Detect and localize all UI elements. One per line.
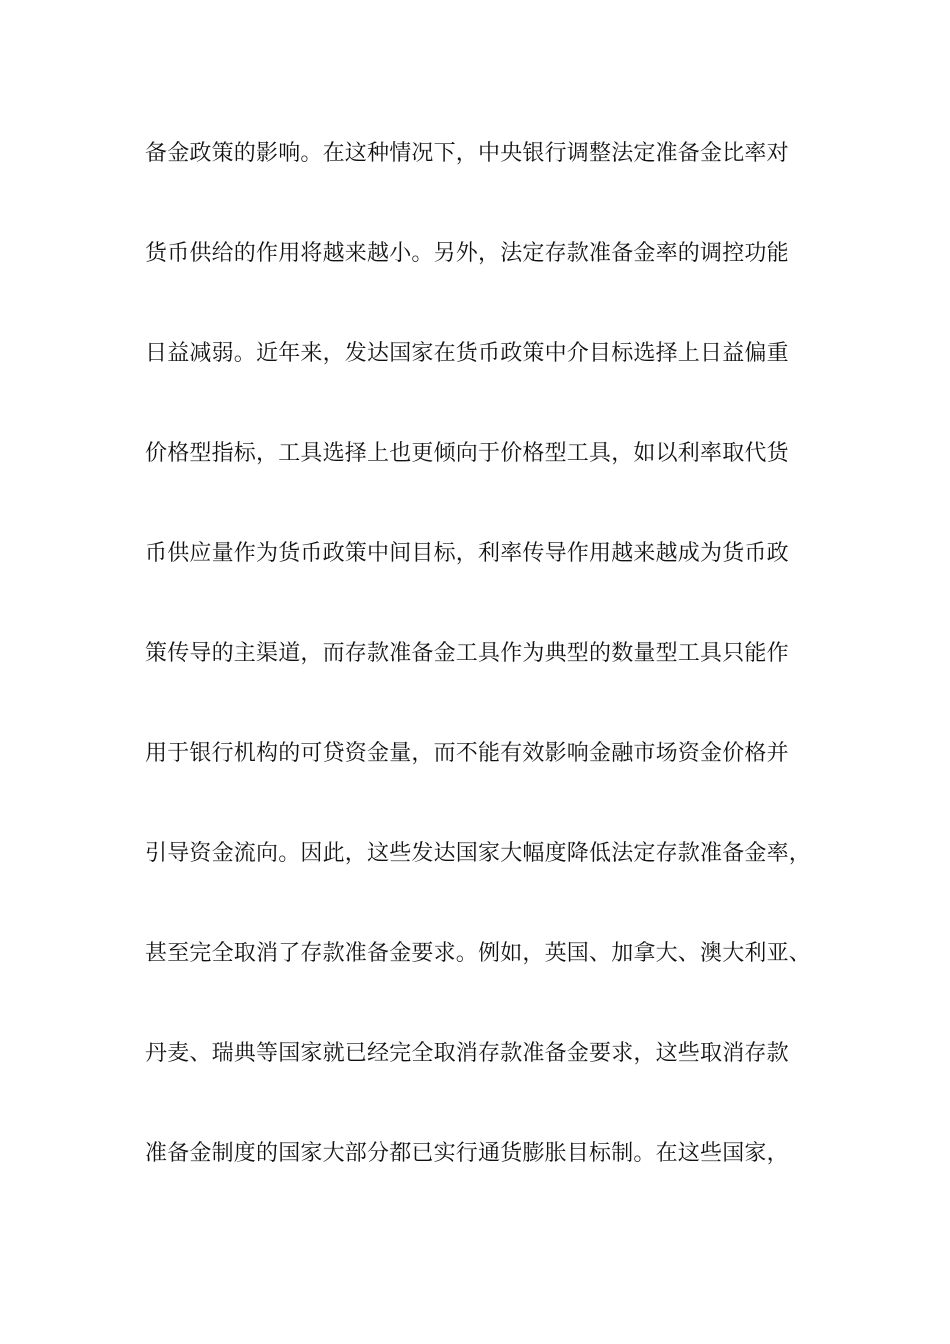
text-line-1: 备金政策的影响。在这种情况下，中央银行调整法定准备金比率对 (145, 141, 789, 166)
text-line-10: 丹麦、瑞典等国家就已经完全取消存款准备金要求，这些取消存款 (145, 1041, 789, 1066)
text-line-11: 准备金制度的国家大部分都已实行通货膨胀目标制。在这些国家， (145, 1141, 789, 1166)
text-line-6: 策传导的主渠道，而存款准备金工具作为典型的数量型工具只能作 (145, 641, 789, 666)
text-line-7: 用于银行机构的可贷资金量，而不能有效影响金融市场资金价格并 (145, 741, 789, 766)
text-line-4: 价格型指标，工具选择上也更倾向于价格型工具，如以利率取代货 (145, 441, 789, 466)
text-line-3: 日益减弱。近年来，发达国家在货币政策中介目标选择上日益偏重 (145, 341, 789, 366)
text-line-8: 引导资金流向。因此，这些发达国家大幅度降低法定存款准备金率， (145, 841, 812, 866)
text-line-5: 币供应量作为货币政策中间目标，利率传导作用越来越成为货币政 (145, 541, 789, 566)
body-text (145, 134, 825, 1234)
text-line-9: 甚至完全取消了存款准备金要求。例如，英国、加拿大、澳大利亚、 (145, 941, 812, 966)
text-line-2: 货币供给的作用将越来越小。另外，法定存款准备金率的调控功能 (145, 241, 789, 266)
